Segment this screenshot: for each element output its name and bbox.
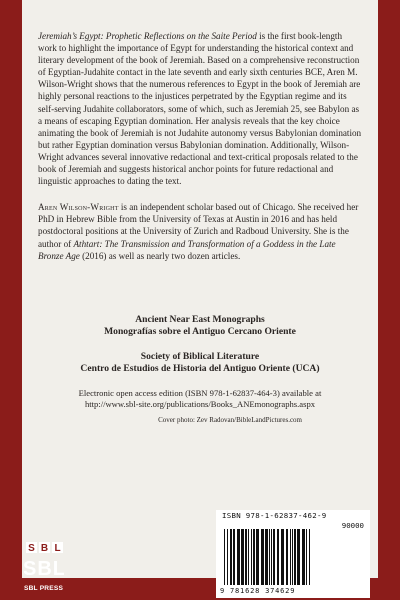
barcode-bar	[248, 529, 249, 585]
barcode-bar	[265, 529, 268, 585]
barcode-bar	[297, 529, 300, 585]
logo-letter-s: S	[28, 543, 35, 554]
previous-book-title: Athtart: The Transmission and Transformation of a Goddess in the Late Bronze Age	[38, 238, 336, 261]
barcode-bar	[241, 529, 244, 585]
barcode-bar	[302, 529, 305, 585]
barcode-bar	[271, 529, 272, 585]
barcode-digits: 9 781628 374629	[220, 587, 296, 595]
barcode-bar	[261, 529, 264, 585]
series-name-en: Ancient Near East Monographs	[135, 313, 265, 325]
barcode-bar	[292, 529, 293, 585]
open-access-url: http://www.sbl-site.org/publications/Books_ANEmonographs.aspx	[84, 398, 316, 409]
publisher-uca: Centro de Estudios de Historia del Antiguo Oriente (UCA)	[80, 363, 320, 375]
barcode-bar	[237, 529, 240, 585]
logo-letter-b: B	[40, 543, 49, 554]
publisher-block	[38, 351, 362, 376]
publisher-sbl: Society of Biblical Literature	[140, 350, 260, 362]
description-body: is the first book-length work to highlight the importance of Egypt for understanding the historical context and literary development of the book of Jeremiah. Based on a comprehensive reconstruction of Egyptian-Judahite contact in the late seventh and early sixth centuries BCE, Aren M. Wilson-Wright shows that the numerous references to Egypt in the book of Jeremiah are highly personal reactions to the injustices perpetrated by the Egyptian regime and its self-serving Judahite collaborators, some of which, such as Jeremiah 25, see Babylon as a means of escaping Egyptian domination. Her analysis reveals that the key choice animating the book of Jeremiah is not Judahite autonomy versus Babylonian domination but rather Egyptian domination versus Babylonian domination. Additionally, Wilson-Wright advances several innovative redactional and text-critical proposals related to the book of Jeremiah and suggests historical anchor points for future redactional and linguistic approaches to dating the text.	[38, 31, 362, 187]
book-description	[38, 30, 362, 187]
series-name-es: Monografías sobre el Antiguo Cercano Oriente	[104, 326, 296, 338]
open-access-isbn: Electronic open access edition (ISBN 978-1-62837-464-3) available at	[78, 387, 322, 398]
barcode-bar	[251, 529, 252, 585]
isbn-label: ISBN 978-1-62837-462-9	[222, 511, 327, 520]
barcode-bar	[294, 529, 296, 585]
barcode-bar	[281, 529, 284, 585]
barcode-bar	[233, 529, 235, 585]
barcode-bar	[269, 529, 270, 585]
barcode-bar	[309, 529, 310, 585]
barcode-bar	[256, 529, 259, 585]
sbl-logo-mark	[24, 541, 64, 585]
book-title: Jeremiah’s Egypt: Prophetic Reflections on the Saite Period	[38, 31, 257, 41]
sbl-press-logo	[24, 541, 64, 595]
open-access-note	[38, 388, 362, 410]
barcode-bar	[286, 529, 288, 585]
barcode-bar	[224, 529, 225, 585]
logo-sbl-letters: SBL	[24, 558, 64, 580]
barcode-bar	[245, 529, 247, 585]
photo-credit: Cover photo: Zev Radovan/BibleLandPictures.com	[158, 415, 302, 424]
back-cover-panel	[22, 0, 378, 578]
logo-letter-l: L	[54, 543, 61, 554]
bio-text-2: (2016) as well as nearly two dozen articles.	[79, 250, 241, 261]
barcode-bar	[306, 529, 307, 585]
barcode-bar	[227, 529, 228, 585]
barcode-bar	[230, 529, 232, 585]
bio-text-1: is an independent scholar based out of Chicago. She received her PhD in Hebrew Bible from the University of Texas at Austin in 2016 and has held postdoctoral positions at the University of Zurich and Radboud University. She is the author of	[38, 202, 359, 249]
barcode-bars-graphic	[222, 529, 364, 587]
barcode-bar	[277, 529, 279, 585]
barcode-bar	[253, 529, 255, 585]
author-name: Aren Wilson-Wright	[38, 202, 119, 213]
barcode-bar	[273, 529, 275, 585]
price-code: 90000	[341, 521, 364, 530]
series-block	[38, 314, 362, 339]
author-bio	[38, 201, 362, 261]
barcode-bar	[290, 529, 291, 585]
sbl-press-label: SBL PRESS	[24, 585, 64, 592]
isbn-barcode	[216, 510, 370, 598]
